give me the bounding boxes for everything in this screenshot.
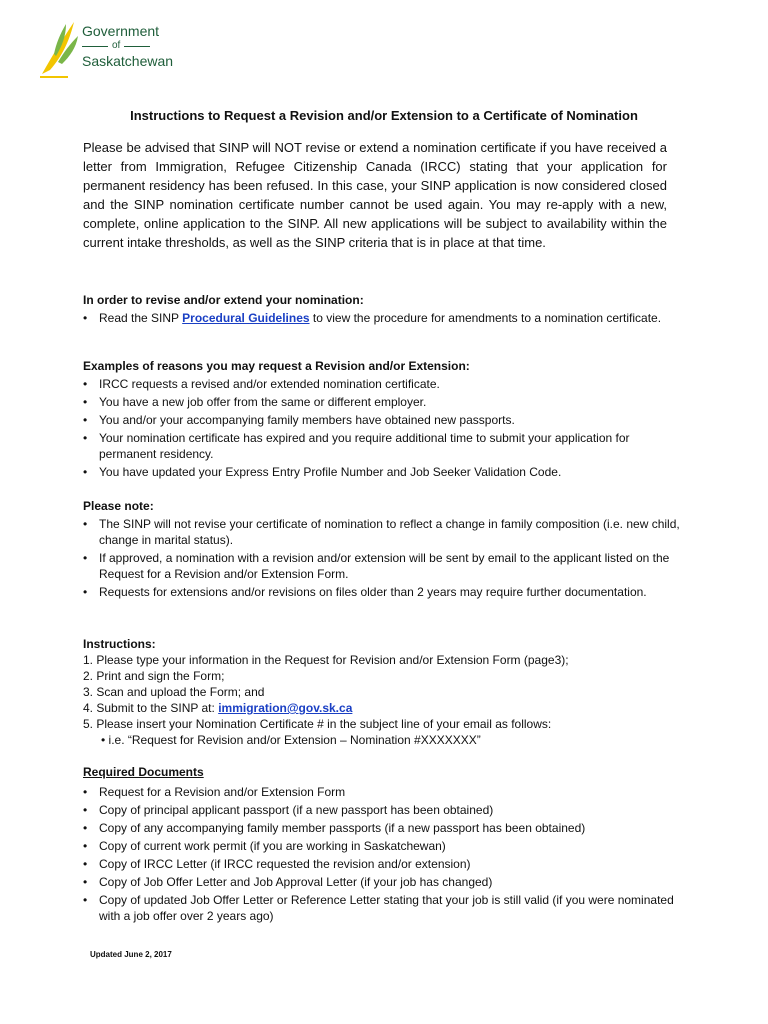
document-title: Instructions to Request a Revision and/or Extension to a Certificate of Nomination — [130, 108, 638, 123]
logo-line-saskatchewan: Saskatchewan — [82, 53, 174, 69]
list-item: • Request for a Revision and/or Extension Form — [83, 784, 683, 800]
logo-wordmark — [82, 23, 173, 69]
list-item: • Copy of Job Offer Letter and Job Approval Letter (if your job has changed) — [83, 874, 683, 890]
list-item: • Your nomination certificate has expired and you require additional time to submit your application for permanent residency. — [83, 430, 683, 462]
required-section — [83, 764, 683, 926]
list-item: 4. Submit to the SINP at: immigration@gov.sk.ca — [83, 701, 353, 715]
note-section — [83, 498, 683, 602]
email-link[interactable]: immigration@gov.sk.ca — [218, 701, 353, 715]
list-item: 2. Print and sign the Form; — [83, 669, 225, 683]
updated-date: Updated June 2, 2017 — [90, 950, 172, 959]
list-item: • Read the SINP Procedural Guidelines to view the procedure for amendments to a nomination certificate. — [83, 310, 683, 326]
list-item: • Copy of current work permit (if you are working in Saskatchewan) — [83, 838, 683, 854]
list-item: • You have a new job offer from the same or different employer. — [83, 394, 683, 410]
list-item: • If approved, a nomination with a revision and/or extension will be sent by email to the applicant listed on the Request for a Revision and/or Extension Form. — [83, 550, 683, 582]
government-logo — [38, 18, 188, 80]
list-item: 5. Please insert your Nomination Certificate # in the subject line of your email as follows: — [83, 717, 552, 731]
instructions-heading: Instructions: — [83, 637, 156, 651]
intro-paragraph: Please be advised that SINP will NOT revise or extend a nomination certificate if you have received a letter from Immigration, Refugee Citizenship Canada (IRCC) stating that your application for permanent residency has been refused. In this case, your SINP application is now considered closed and the SINP nomination certificate number cannot be used again. You may re-apply with a new, complete, online application to the SINP. All new applications will be subject to availability within the current intake thresholds, as well as the SINP criteria that is in place at that time. — [83, 140, 667, 250]
list-item: • IRCC requests a revised and/or extended nomination certificate. — [83, 376, 683, 392]
logo-line-government: Government — [82, 23, 160, 39]
examples-section — [83, 358, 683, 482]
list-item: 1. Please type your information in the Request for Revision and/or Extension Form (page3); — [83, 653, 569, 667]
revise-section — [83, 292, 683, 328]
list-item: • Requests for extensions and/or revisions on files older than 2 years may require further documentation. — [83, 584, 683, 600]
examples-heading: Examples of reasons you may request a Revision and/or Extension: — [83, 359, 470, 373]
list-item: • You and/or your accompanying family members have obtained new passports. — [83, 412, 683, 428]
list-item: • Copy of principal applicant passport (if a new passport has been obtained) — [83, 802, 683, 818]
list-item: 3. Scan and upload the Form; and — [83, 685, 265, 699]
list-item: • Copy of any accompanying family member passports (if a new passport has been obtained) — [83, 820, 683, 836]
required-heading: Required Documents — [83, 765, 204, 779]
revise-heading: In order to revise and/or extend your nomination: — [83, 293, 364, 307]
list-item: • The SINP will not revise your certificate of nomination to reflect a change in family composition (i.e. new child, change in marital status). — [83, 516, 683, 548]
note-heading: Please note: — [83, 499, 154, 513]
subject-line-example: • i.e. “Request for Revision and/or Extension – Nomination #XXXXXXX” — [101, 733, 481, 747]
logo-line-of: of — [82, 40, 173, 52]
wheat-sheaf-icon — [38, 18, 80, 78]
instructions-section — [83, 636, 683, 748]
procedural-guidelines-link[interactable]: Procedural Guidelines — [182, 311, 310, 325]
list-item: • You have updated your Express Entry Profile Number and Job Seeker Validation Code. — [83, 464, 683, 480]
list-item: • Copy of IRCC Letter (if IRCC requested the revision and/or extension) — [83, 856, 683, 872]
list-item: • Copy of updated Job Offer Letter or Reference Letter stating that your job is still valid (if you were nominated with a job offer over 2 years ago) — [83, 892, 683, 924]
